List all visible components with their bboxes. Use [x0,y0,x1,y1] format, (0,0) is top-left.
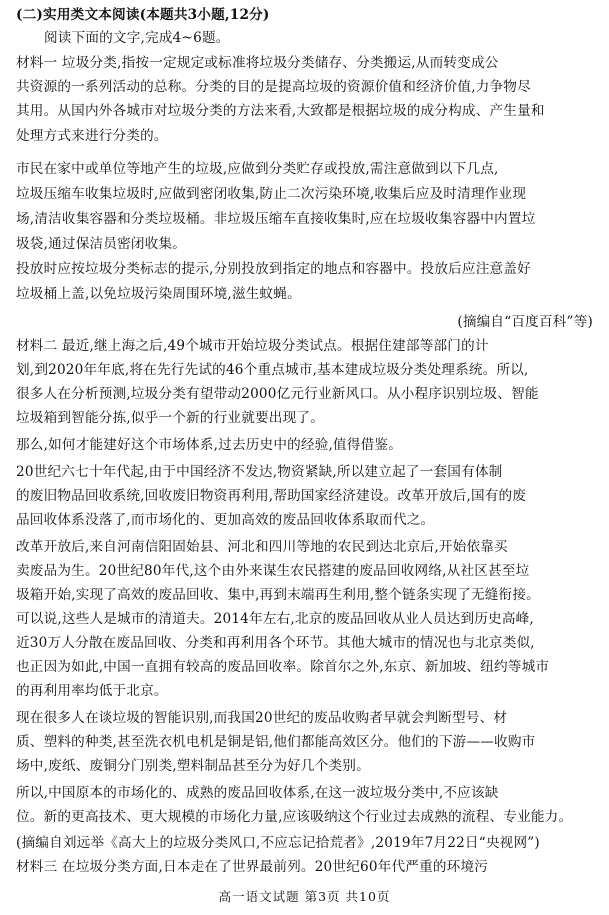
text-line: 场,清洁收集容器和分类垃圾桶。非垃圾压缩车直接收集时,应在垃圾收集容器中内置垃 [16,211,536,227]
text-line: 共资源的一系列活动的总称。分类的目的是提高垃圾的资源价值和经济价值,力争物尽 [16,79,531,95]
text-line: 所以,中国原本的市场化的、成熟的废品回收体系,在这一波垃圾分类中,不应该缺 [16,785,499,801]
text-line: 投放时应按垃圾分类标志的提示,分别投放到指定的地点和容器中。投放后应注意盖好 [16,261,531,277]
text-line: 卖废品为生。20世纪80年代,这个由外来谋生农民搭建的废品回收网络,从社区甚至垃 [16,563,530,579]
text-line: 现在很多人在谈垃圾的智能识别,而我国20世纪的废品收购者早就会判断型号、材 [16,710,508,726]
text-line: 很多人在分析预测,垃圾分类有望带动2000亿元行业新风口。从小程序识别垃圾、智能 [16,386,539,402]
text-line: 市民在家中或单位等地产生的垃圾,应做到分类贮存或投放,需注意做到以下几点, [16,161,499,177]
text-line: 的再利用率均低于北京。 [16,683,168,699]
text-line: 其用。从国内外各城市对垃圾分类的方法来看,大致都是根据垃圾的成分构成、产生量和 [16,103,545,119]
text-line: 材料一 垃圾分类,指按一定规定或标准将垃圾分类储存、分类搬运,从而转变成公 [16,55,499,71]
text-line: 质、塑料的种类,甚至洗衣机电机是铜是铝,他们都能高效区分。他们的下游——收购市 [16,734,536,750]
text-line: 品回收体系没落了,而市场化的、更加高效的废品回收体系取而代之。 [16,512,435,528]
text-line: 材料二 最近,继上海之后,49个城市开始垃圾分类试点。根据住建部等部门的计 [16,338,489,354]
text-line: 处理方式来进行分类的。 [16,128,168,144]
text-line: 那么,如何才能建好这个市场体系,过去历史中的经验,值得借鉴。 [16,437,402,453]
text-line: 材料三 在垃圾分类方面,日本走在了世界最前列。20世纪60年代严重的环境污 [16,859,489,875]
text-line: 近30万人分散在废品回收、分类和再利用各个环节。其他大城市的情况也与北京类似, [16,635,535,651]
text-line: 垃圾压缩车收集垃圾时,应做到密闭收集,防止二次污染环境,收集后应及时清理作业现 [16,186,527,202]
text-line: 圾箱开始,实现了高效的废品回收、集中,再到末端再生利用,整个链条实现了无缝衔接。 [16,587,540,603]
section-heading: (二)实用类文本阅读(本题共3小题,12分) [16,7,270,23]
text-line: 改革开放后,来自河南信阳固始县、河北和四川等地的农民到达北京后,开始依靠买 [16,539,508,555]
instruction-text: 阅读下面的文字,完成4~6题。 [44,30,230,46]
text-line: 也正因为如此,中国一直拥有较高的废品回收率。除首尔之外,东京、新加坡、纽约等城市 [16,659,550,675]
source-citation: (摘编自“百度百科”等) [457,314,593,330]
text-line: 垃圾箱到智能分拣,似乎一个新的行业就要出现了。 [16,410,324,426]
page-footer: 高一语文试题 第3页 共10页 [218,889,391,904]
text-line: 场中,废纸、废铜分门别类,塑料制品甚至分为好几个类别。 [16,758,370,774]
text-line: 划,到2020年年底,将在先行先试的46个重点城市,基本建成垃圾分类处理系统。所以, [16,362,529,378]
text-line: 位。新的更高技术、更大规模的市场化力量,应该吸纳这个行业过去成熟的流程、专业能力。 [16,809,573,825]
source-citation: (摘编自刘远举《高大上的垃圾分类风口,不应忘记拾荒者》,2019年7月22日“央视网”) [16,835,540,851]
text-line: 可以说,这些人是城市的清道夫。2014年左右,北京的废品回收从业人员达到历史高峰, [16,611,534,627]
text-line: 20世纪六七十年代起,由于中国经济不发达,物资紧缺,所以建立起了一套国有体制 [16,464,503,480]
text-line: 的废旧物品回收系统,回收废旧物资再利用,帮助国家经济建设。改革开放后,国有的废 [16,488,527,504]
text-line: 垃圾桶上盖,以免垃圾污染周围环境,滋生蚊蝇。 [16,286,301,302]
text-line: 圾袋,通过保洁员密闭收集。 [16,236,187,252]
